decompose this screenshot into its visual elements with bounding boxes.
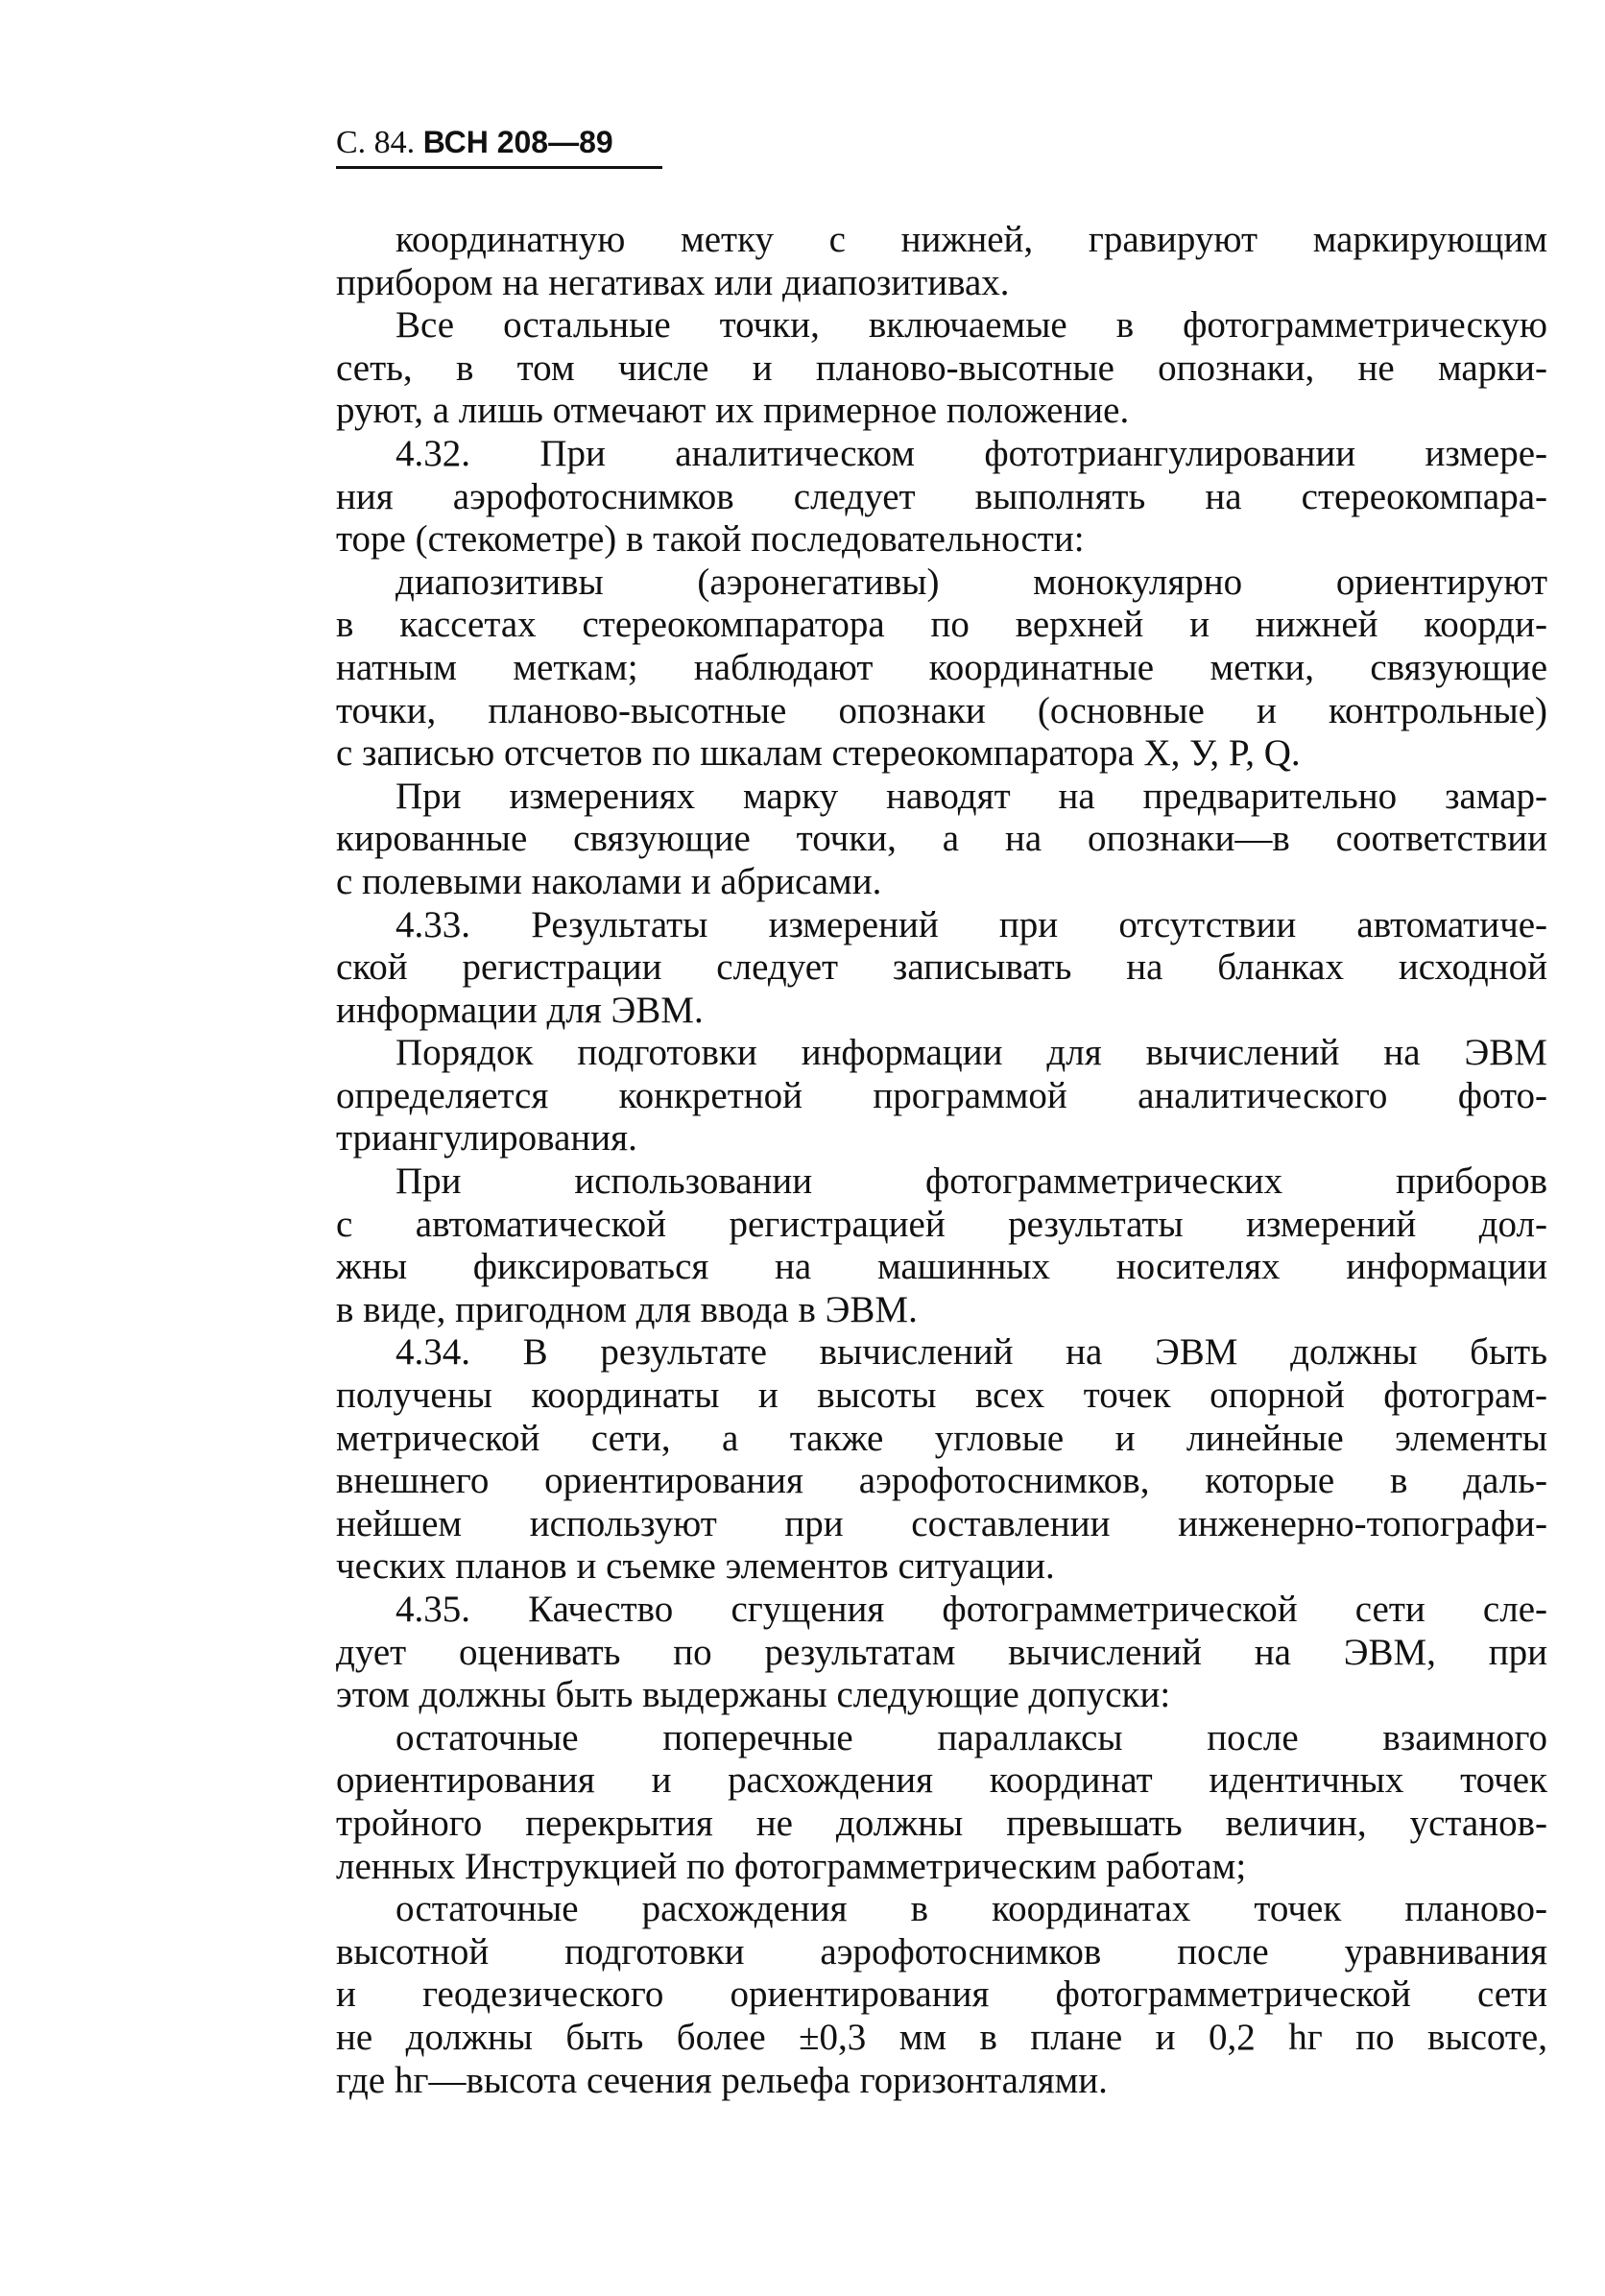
text-line: кированные связующие точки, а на опознаки—в соответствии — [336, 818, 1547, 860]
paragraph — [336, 1160, 1547, 1331]
text-line: в кассетах стереокомпаратора по верхней и нижней коорди- — [336, 604, 1547, 646]
text-line: с полевыми наколами и абрисами. — [336, 860, 882, 902]
paragraph — [336, 1589, 1547, 1717]
text-line: Все остальные точки, включаемые в фотограмметрическую — [395, 304, 1547, 347]
text-line: жны фиксироваться на машинных носителях информации — [336, 1246, 1547, 1288]
text-line: координатную метку с нижней, гравируют маркирующим — [395, 219, 1547, 260]
text-line: дует оценивать по результатам вычислений на ЭВМ, при — [336, 1631, 1547, 1673]
text-line: диапозитивы (аэронегативы) монокулярно ориентируют — [395, 561, 1547, 603]
text-line: прибором на негативах или диапозитивах. — [336, 261, 1010, 303]
text-line: не должны быть более ±0,3 мм в плане и 0,2 hг по высоте, — [336, 2016, 1547, 2058]
text-line: При измерениях марку наводят на предварительно замар- — [395, 775, 1547, 817]
text-line: натным меткам; наблюдают координатные метки, связующие — [336, 646, 1547, 688]
text-line: определяется конкретной программой аналитического фото- — [336, 1074, 1547, 1116]
text-line: торе (стекометре) в такой последовательности: — [336, 518, 1085, 561]
paragraph — [336, 1717, 1547, 1888]
text-line: ческих планов и съемке элементов ситуации. — [336, 1545, 1055, 1588]
text-line: Порядок подготовки информации для вычислений на ЭВМ — [395, 1032, 1547, 1074]
paragraph — [336, 1888, 1547, 2102]
paragraph — [336, 433, 1547, 562]
text-line: 4.33. Результаты измерений при отсутствии автоматиче- — [395, 903, 1547, 945]
document-body — [336, 219, 1547, 2102]
paragraph — [336, 1331, 1547, 1589]
paragraph — [336, 904, 1547, 1033]
text-line: ния аэрофотоснимков следует выполнять на стереокомпара- — [336, 475, 1547, 517]
text-line: высотной подготовки аэрофотоснимков после уравнивания — [336, 1930, 1547, 1973]
text-line: триангулирования. — [336, 1117, 637, 1160]
text-line: тройного перекрытия не должны превышать величин, установ- — [336, 1802, 1547, 1844]
text-line: точки, планово-высотные опознаки (основные и контрольные) — [336, 689, 1547, 731]
text-line: нейшем используют при составлении инженерно-топографи- — [336, 1502, 1547, 1544]
standard-code: ВСН 208—89 — [422, 125, 613, 159]
text-line: 4.35. Качество сгущения фотограмметрической сети сле- — [395, 1589, 1547, 1630]
text-line: в виде, пригодном для ввода в ЭВМ. — [336, 1288, 918, 1330]
text-line: получены координаты и высоты всех точек опорной фотограм- — [336, 1375, 1547, 1417]
text-line: сеть, в том числе и планово-высотные опознаки, не марки- — [336, 347, 1547, 389]
text-line: остаточные поперечные параллаксы после взаимного — [395, 1716, 1547, 1758]
paragraph — [336, 1032, 1547, 1160]
text-line: внешнего ориентирования аэрофотоснимков, которые в даль- — [336, 1460, 1547, 1502]
text-line: остаточные расхождения в координатах точек планово- — [395, 1888, 1547, 1930]
paragraph — [336, 562, 1547, 776]
page-number: С. 84. — [336, 125, 416, 160]
paragraph — [336, 776, 1547, 904]
text-line: где hг—высота сечения рельефа горизонталями. — [336, 2059, 1108, 2101]
text-line: и геодезического ориентирования фотограмметрической сети — [336, 1973, 1547, 2016]
text-line: руют, а лишь отмечают их примерное положение. — [336, 390, 1130, 432]
text-line: 4.32. При аналитическом фототриангулировании измере- — [395, 432, 1547, 474]
text-line: с записью отсчетов по шкалам стереокомпаратора X, У, P, Q. — [336, 732, 1301, 775]
text-line: с автоматической регистрацией результаты измерений дол- — [336, 1203, 1547, 1245]
text-line: информации для ЭВМ. — [336, 989, 704, 1031]
paragraph — [336, 304, 1547, 433]
paragraph — [336, 219, 1547, 304]
page-header — [336, 123, 662, 169]
text-line: ленных Инструкцией по фотограмметрическим работам; — [336, 1845, 1247, 1887]
text-line: 4.34. В результате вычислений на ЭВМ должны быть — [395, 1331, 1547, 1374]
text-line: метрической сети, а также угловые и линейные элементы — [336, 1417, 1547, 1459]
text-line: ориентирования и расхождения координат идентичных точек — [336, 1759, 1547, 1802]
text-line: этом должны быть выдержаны следующие допуски: — [336, 1674, 1171, 1716]
text-line: ской регистрации следует записывать на бланках исходной — [336, 946, 1547, 989]
text-line: При использовании фотограмметрических приборов — [395, 1160, 1547, 1203]
